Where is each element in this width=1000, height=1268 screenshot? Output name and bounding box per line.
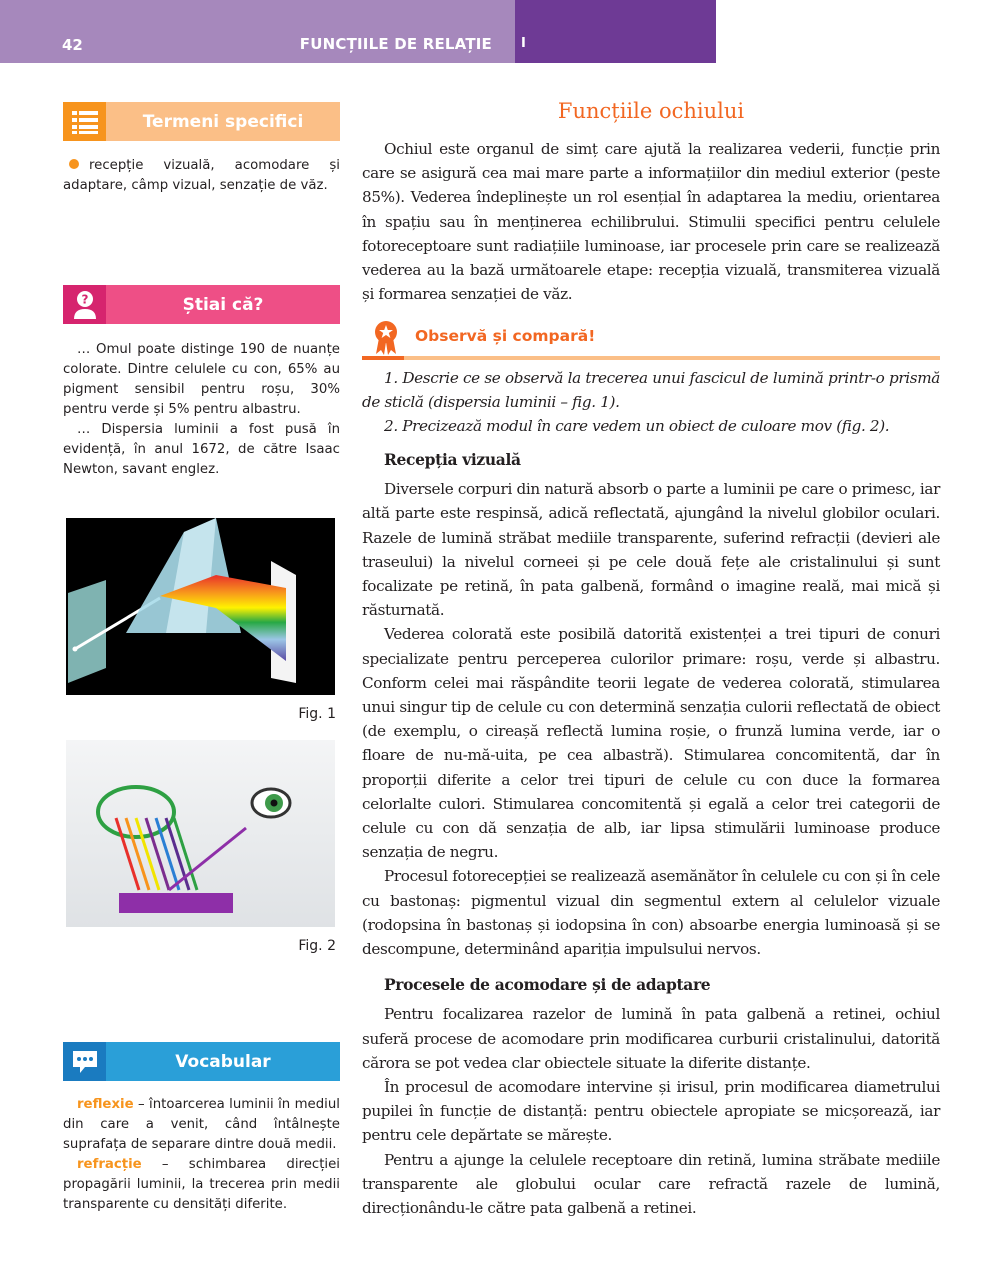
observe-items bbox=[362, 366, 940, 439]
terms-text-wrap bbox=[63, 156, 340, 196]
vocabulary-entry bbox=[63, 1095, 340, 1155]
body-paragraph: Pentru focalizarea razelor de lumină în pata galbenă a retinei, ochiul suferă procese de acomodare prin modificarea curburii cristalinului, datorită cărora se pot vedea clar obiectele situate la diferite distanțe. bbox=[362, 1005, 940, 1072]
intro-paragraph: Ochiul este organul de simț care ajută la realizarea vederii, funcție prin care se asigură cea mai mare parte a informațiilor din mediul exterior (peste 85%). Vederea îndeplinește un rol esențial în adaptarea la mediu, orientarea în spațiu sau în menținerea echilibrului. Stimulii specifici pentru celulele fotoreceptoare sunt radiațiile luminoase, iar procesele prin care se realizează vederea au la bază următoarele etape: recepția vizuală, transmiterea vizuală și formarea senzației de văz. bbox=[362, 140, 940, 304]
observe-compare-title: Observă și compară! bbox=[415, 327, 596, 345]
terms-box bbox=[63, 102, 340, 196]
did-you-know-title: Știai că? bbox=[106, 285, 340, 324]
figure-2-color-perception-image bbox=[66, 740, 335, 927]
body-paragraph: Pentru a ajunge la celulele receptoare din retină, lumina străbate mediile transparente ale globului ocular care refractă razele de lumină, direcționându-le către pata galbenă a retinei. bbox=[362, 1150, 940, 1218]
figure-2-caption: Fig. 2 bbox=[298, 938, 336, 954]
body-paragraph: Vederea colorată este posibilă datorită existenței a trei tipuri de conuri specializate pentru perceperea culorilor primare: roșu, verde și albastru. Conform celei mai răspândite teorii legate de vederea colorată, stimularea unui singur tip de celule cu con determină senzația culorii reflectată de obiect (de exemplu, o cireașă reflectă lumina roșie, o frunză lumina verde, iar o floare de nu-mă-uita, pe cea albastră). Stimularea concomitentă, dar în proporții diferite a celor trei tipuri de celule cu con duce la formarea celorlalte culori. Stimularea concomitentă și egală a celor trei categorii de celule cu con dă senzația de alb, iar lipsa stimulării luminoase produce senzația de negru. bbox=[362, 625, 940, 862]
header-accent-bar bbox=[515, 0, 716, 63]
chapter-roman-numeral: I bbox=[521, 36, 526, 51]
did-you-know-box bbox=[63, 285, 340, 480]
vocabulary-header bbox=[63, 1042, 340, 1081]
vocabulary-term: reflexie bbox=[77, 1097, 134, 1112]
observe-item: 2. Precizează modul în care vedem un obiect de culoare mov (fig. 2). bbox=[384, 417, 890, 436]
chapter-title: FUNCȚIILE DE RELAȚIE bbox=[299, 35, 492, 53]
body-paragraph: Procesul fotorecepției se realizează asemănător în celulele cu con și în cele cu bastonaș: pigmentul vizual din segmentul extern al celulelor vizuale (rodopsina în bastonaș și iodopsina în con) absoarbe energia luminoasă și se descompune, determinând apariția impulsului nervos. bbox=[362, 867, 940, 959]
question-person-icon bbox=[63, 285, 106, 324]
vocabulary-entry bbox=[63, 1155, 340, 1215]
did-you-know-paragraph: … Dispersia luminii a fost pusă în evidență, în anul 1672, de către Isaac Newton, savant englez. bbox=[63, 422, 340, 477]
did-you-know-header bbox=[63, 285, 340, 324]
section-heading: Recepția vizuală bbox=[384, 450, 521, 469]
page-number: 42 bbox=[62, 36, 83, 54]
figure-1-prism-image bbox=[66, 518, 335, 695]
intro-paragraph-wrap bbox=[362, 137, 940, 306]
divider bbox=[362, 356, 404, 360]
section-reception bbox=[362, 448, 940, 1220]
did-you-know-paragraph: … Omul poate distinge 190 de nuanțe colorate. Dintre celulele cu con, 65% au pigment sensibil pentru roșu, 30% pentru verde și 5% pentru albastru. bbox=[63, 342, 340, 417]
divider bbox=[404, 356, 940, 360]
body-paragraph: În procesul de acomodare intervine și irisul, prin modificarea diametrului pupilei în funcție de distanță: pentru obiectele apropiate se micșorează, iar pentru cele depărtate se mărește. bbox=[362, 1078, 940, 1145]
terms-text: recepție vizuală, acomodare și adaptare, câmp vizual, senzație de văz. bbox=[63, 158, 340, 193]
observe-item: 1. Descrie ce se observă la trecerea unui fascicul de lumină printr-o prismă de sticlă (dispersia luminii – fig. 1). bbox=[362, 369, 940, 412]
vocabulary-definition: – schimbarea direcției propagării luminii, la trecerea prin medii transparente cu densități diferite. bbox=[63, 1157, 340, 1212]
observe-compare-header bbox=[362, 320, 940, 360]
terms-box-title: Termeni specifici bbox=[106, 102, 340, 141]
figure-1-caption: Fig. 1 bbox=[298, 706, 336, 722]
speech-bubble-icon bbox=[63, 1042, 106, 1081]
svg-text:?: ? bbox=[81, 292, 88, 306]
vocabulary-box bbox=[63, 1042, 340, 1215]
vocabulary-definition: – întoarcerea luminii în mediul din care a venit, când întâlnește suprafața de separare dintre două medii. bbox=[63, 1097, 340, 1152]
vocabulary-title: Vocabular bbox=[106, 1042, 340, 1081]
award-ribbon-icon bbox=[372, 320, 400, 360]
page-title: Funcțiile ochiului bbox=[557, 99, 745, 123]
vocabulary-term: refracție bbox=[77, 1157, 142, 1172]
bullet-dot-icon bbox=[69, 159, 79, 169]
section-heading: Procesele de acomodare și de adaptare bbox=[384, 975, 711, 995]
list-icon bbox=[63, 102, 106, 141]
terms-box-header bbox=[63, 102, 340, 141]
body-paragraph: Diversele corpuri din natură absorb o parte a luminii pe care o primesc, iar altă parte este respinsă, adică reflectată, ajungând la nivelul globilor oculari. Razele de lumină străbat mediile transparente, suferind refracții (devieri ale traseului) la nivelul corneei și pe cele două fețe ale cristalinului și sunt focalizate pe retină, în pata galbenă, formând o imagine reală, mai mică și răsturnată. bbox=[362, 480, 940, 620]
